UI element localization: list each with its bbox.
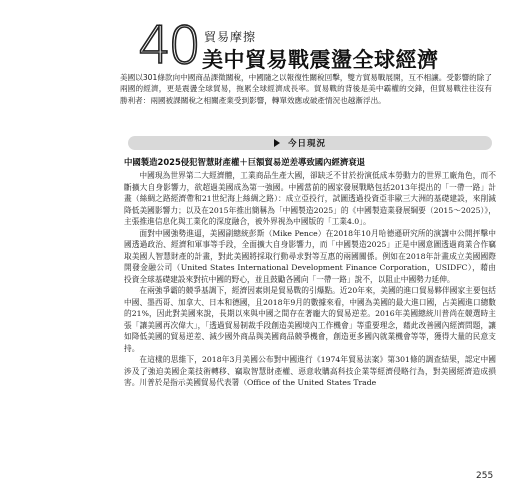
chapter-number: 40 [138,16,199,76]
section-label: 今日現況 [288,139,327,149]
page-number: 255 [476,471,494,481]
paragraph: 面對中國強勢進逼，美國副總統彭斯（Mike Pence）在2018年10月哈德遜研究所的演講中公開抨擊中國透過政治、經濟和軍事等手段，全面擴大自身影響力，而「中國製造2025」正是中國意圖透過商業合作竊取美國人智慧財產的計畫，對此美國將採取行動尋求對等互惠的兩國關係。例如在2018年計畫成立美國國際開發金融公司（United States International Development Finance Corporation，USIDFC），藉由投資全球基礎建設來對抗中國的野心，並且鼓勵各國向「一帶一路」說不，以阻止中國勢力延伸。 [124,228,496,284]
section-heading-bar [128,136,492,150]
paragraph: 在這樣的思維下，2018年3月美國公布對中國進行《1974年貿易法案》第301條的調查結果，認定中國涉及了強迫美國企業技術轉移、竊取智慧財產權、惡意收購高科技企業等經濟侵略行為，對美國經濟造成損害。川普於是指示美國貿易代表署（Office of the United States Trade [124,355,496,387]
chapter-header [138,16,498,76]
article-title: 中國製造2025侵犯智慧財產權＋巨額貿易逆差導致國內經濟衰退 [124,157,366,167]
article-body [124,170,496,389]
intro-text: 美國以301條款向中國商品課徵關稅，中國隨之以報復性關稅回擊，雙方貿易戰展開，互不相讓。受影響的除了兩國的經濟，更是震盪全球貿易，拖累全球經濟成長率。貿易戰的背後是美中霸權的交鋒，但貿易戰往往沒有勝利者：兩國被課關稅之相關產業受到影響，轉單效應或破產情況也越漸浮出。 [120,73,492,105]
paragraph: 在兩強爭霸的競爭基調下，經濟因素則是貿易戰的引爆點。近20年來，美國的進口貿易夥伴國家主要包括中國、墨西哥、加拿大、日本和德國，且2018年9月的數據來看，中國為美國的最大進口國，占美國進口總數的21%，因此對美國來說，長期以來與中國之間存在著龐大的貿易逆差。2016年美國總統川普尚在競選時主張「讓美國再次偉大」，「透過貿易制裁手段創造美國境內工作機會」等重要理念，藉此改善國內經濟問題，讓如降低美國的貿易逆差、減少國外商品與美國商品競爭機會，創造更多國內就業機會等等，獲得大量的民意支持。 [124,286,496,353]
chapter-title: 美中貿易戰震盪全球經濟 [202,48,439,72]
paragraph: 中國現為世界第二大經濟體，工業商品生產大國，卻缺乏不甘於扮演低成本勞動力的世界工廠角色，而不斷擴大自身影響力，欲超過美國成為第一強國。中國當前的國家發展戰略包括2013年提出的「一帶一路」計畫（絲綢之路經濟帶和21世紀海上絲綢之路）：成立亞投行，試圖透過投資亞非歐三大洲的基礎建設，來削減降低美國影響力；以及在2015年推出簡稱為「中國製造2025」的《中國製造業發展綱要（2015〜2025）》，主張推進信息化與工業化的深度融合，被外界視為中國版的「工業4.0」。 [124,171,496,226]
chapter-intro [120,72,492,106]
play-triangle-icon [274,139,280,147]
chapter-subtitle: 貿易摩擦 [204,30,257,44]
